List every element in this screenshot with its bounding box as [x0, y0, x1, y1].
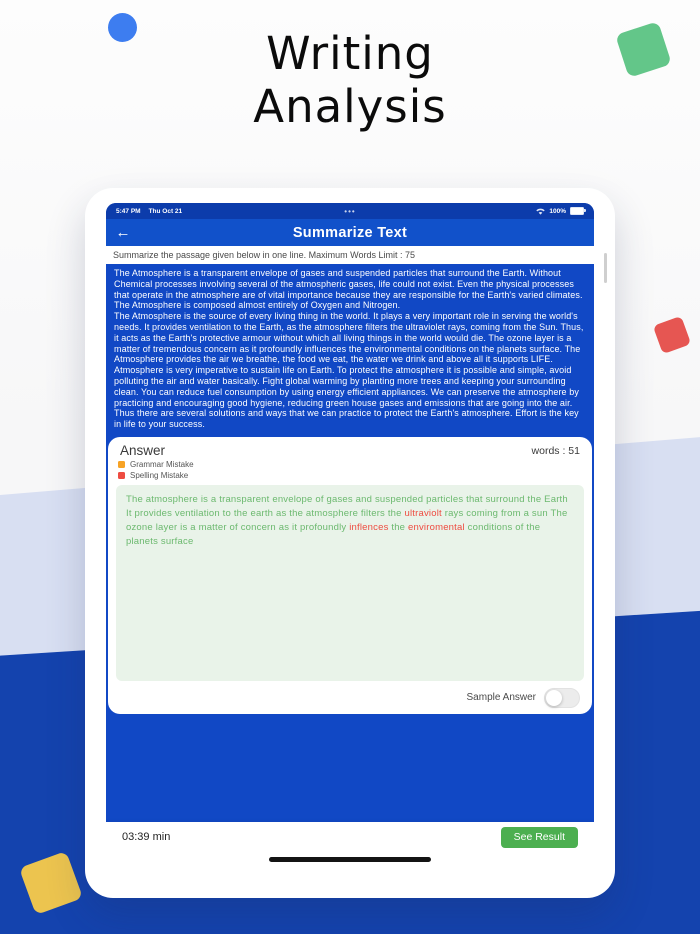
passage-paragraph: The Atmosphere is the source of every living thing in the world. It plays a very important role in serving the world's needs. It provides ventilation to the Earth, as the atmosphere filters the ultraviolet rays, coming from the Sun. Thus, it acts as the Earth's protective armour without which all living things in the world would die. The ozone layer is a matter of tremendous concern as it profoundly influences the environmental conditions on the planets surface. The Atmosphere provides the air we breathe, the food we eat, the water we drink and above all it supports LIFE. [114, 311, 584, 365]
hero-title-line2: Analysis [253, 79, 447, 133]
instruction-bar [106, 246, 594, 264]
legend-item [118, 471, 584, 480]
scrollbar-thumb[interactable] [604, 253, 607, 283]
answer-input-area[interactable] [116, 485, 584, 681]
hero-title [0, 28, 700, 133]
status-time: 5:47 PM [116, 207, 141, 215]
answer-spelling-mistake: ultraviolt [404, 507, 442, 519]
answer-text-segment: The atmosphere is a transparent envelope of gases and suspended particles that surround the Earth It provides ventilation to the earth as the atmosphere filters the [126, 493, 568, 519]
status-date: Thu Oct 21 [148, 207, 183, 215]
app-footer [106, 822, 594, 852]
passage-paragraph: Atmosphere is very imperative to sustain life on Earth. To protect the atmosphere it is possible and simple, avoid polluting the air and water basically. Fight global warming by planting more trees and keeping your surrounding clean. You can reduce fuel consumption by using energy efficient appliances. We can preserve the atmosphere by practicing and encouraging good hygiene, reducing green house gases and emissions that are going into the air. Thus there are several solutions and ways that we can practice to protect the Earth's atmosphere. Effort is the key in life to your success. [114, 365, 579, 430]
timer-text: 03:39 min [122, 831, 171, 843]
see-result-button[interactable]: See Result [501, 827, 578, 848]
battery-icon [570, 207, 584, 215]
red-square-decoration [653, 316, 691, 354]
passage-paragraph: The Atmosphere is a transparent envelope of gases and suspended particles that surround the Earth. Without Chemical processes involving several of the atmospheric gases, life could not exist. Even the physical processes that operate in the atmosphere are of vital importance because they are responsible for the Earth's varied climates. The Atmosphere is composed almost entirely of Oxygen and Nitrogen. [114, 268, 583, 311]
wifi-icon [536, 208, 545, 215]
word-count: words : 51 [531, 444, 580, 457]
toggle-knob [546, 690, 562, 706]
hero-title-line1: Writing [266, 27, 434, 80]
home-indicator[interactable] [269, 857, 431, 862]
mistake-legend [118, 460, 584, 480]
screen-filler [106, 714, 594, 822]
answer-text-segment: rays coming from a sun The ozone layer is a matter of concern as it profoundly [126, 507, 568, 533]
sample-answer-toggle[interactable] [544, 688, 580, 708]
legend-item [118, 460, 584, 469]
nav-header [106, 219, 594, 246]
legend-swatch-icon [118, 461, 125, 468]
passage-text [106, 264, 594, 435]
back-arrow-icon[interactable]: ← [115, 224, 131, 241]
app-screen [106, 203, 594, 852]
answer-card-title: Answer [120, 442, 166, 458]
status-bar [106, 203, 594, 219]
multitask-dots-icon: ••• [344, 206, 356, 216]
sample-answer-row [116, 688, 584, 708]
answer-card [108, 437, 592, 714]
legend-label: Grammar Mistake [130, 459, 194, 469]
legend-label: Spelling Mistake [130, 470, 189, 480]
answer-text-segment: the [388, 521, 409, 533]
answer-spelling-mistake: enviromental [408, 521, 465, 533]
tablet-frame [85, 188, 615, 898]
answer-text-segment: conditions of the planets surface [126, 521, 541, 547]
answer-spelling-mistake: inflences [349, 521, 389, 533]
instruction-text: Summarize the passage given below in one line. Maximum Words Limit : 75 [113, 250, 415, 260]
page-title: Summarize Text [292, 224, 408, 241]
legend-swatch-icon [118, 472, 125, 479]
battery-percent: 100% [549, 207, 566, 215]
sample-answer-label: Sample Answer [466, 692, 536, 704]
